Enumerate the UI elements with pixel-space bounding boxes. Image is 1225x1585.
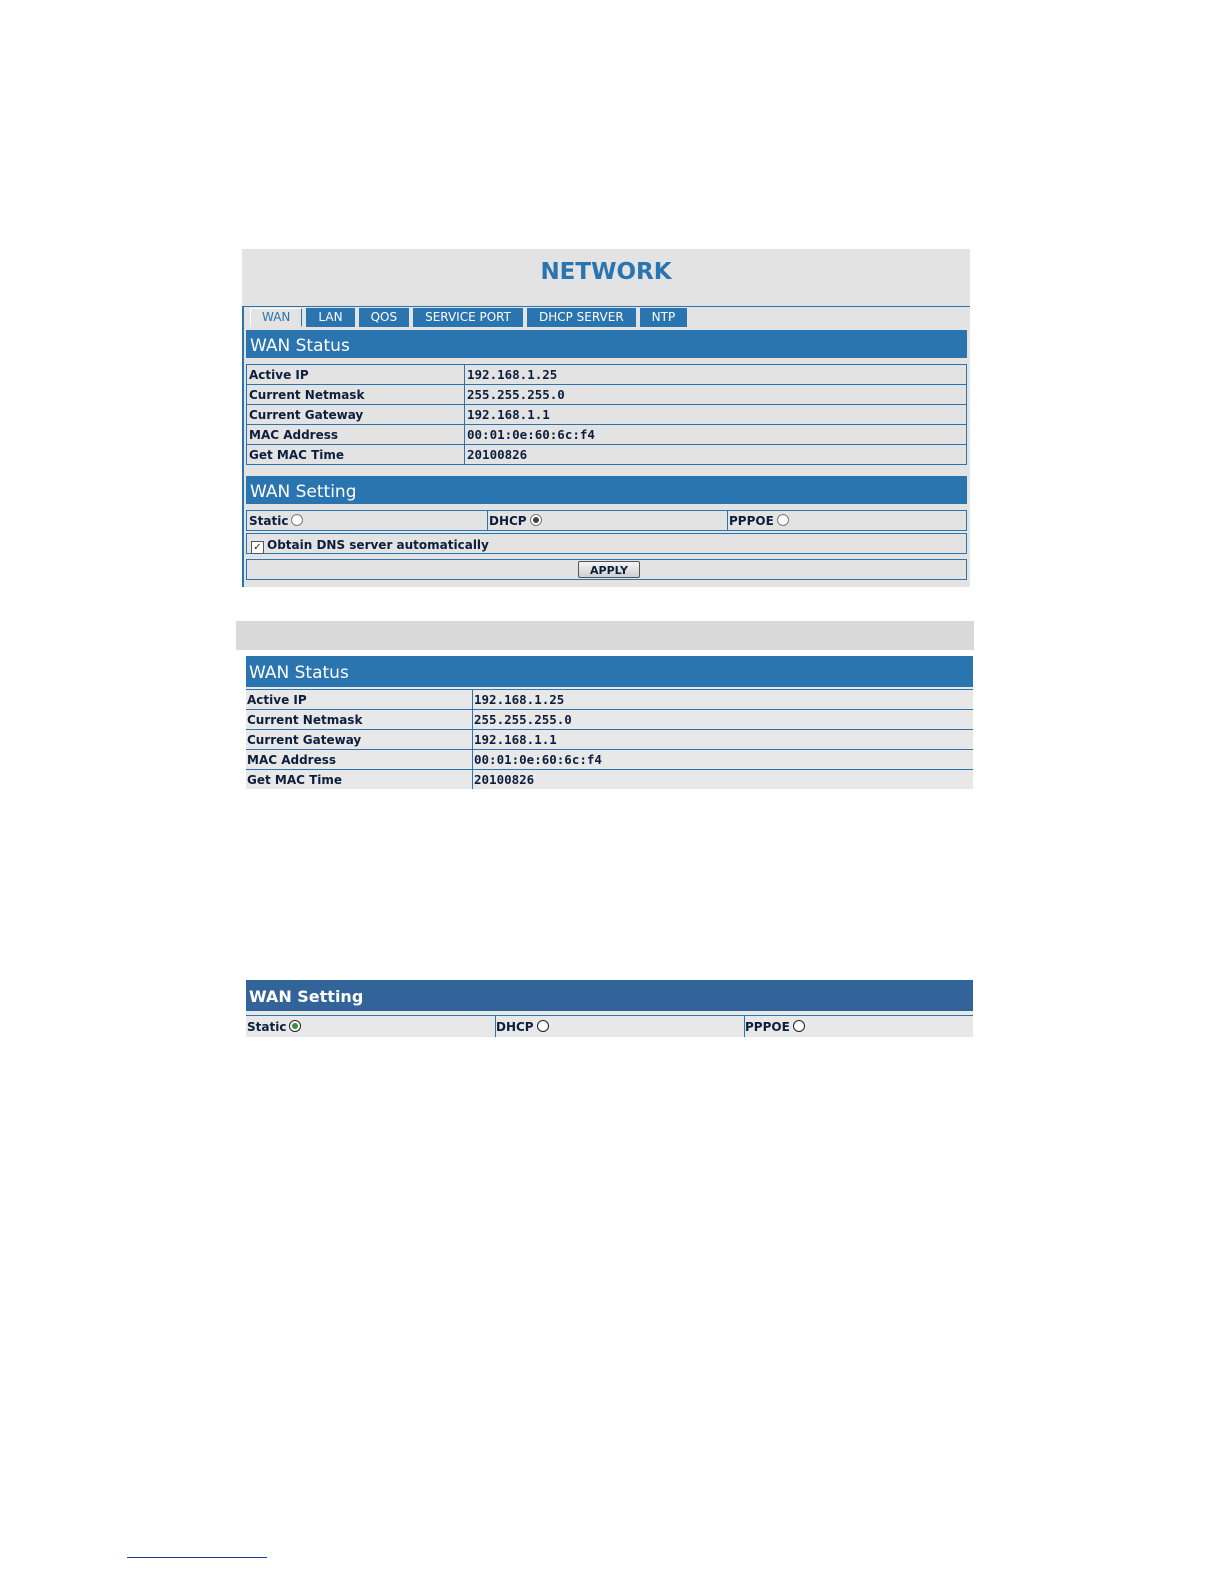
- row-label: Get MAC Time: [246, 770, 473, 790]
- row-value: 20100826: [465, 445, 967, 465]
- wan-status-table-2: [246, 689, 973, 789]
- panel-left-border: [242, 306, 244, 587]
- row-value: 192.168.1.25: [465, 365, 967, 385]
- static-option: [247, 511, 488, 530]
- row-value: 20100826: [473, 770, 974, 790]
- tab-lan[interactable]: LAN: [306, 308, 354, 327]
- tab-bar: [250, 308, 687, 326]
- page-title: NETWORK: [540, 259, 672, 285]
- row-value: 192.168.1.25: [473, 690, 974, 710]
- static-radio-2[interactable]: [289, 1020, 301, 1032]
- tab-wan[interactable]: WAN: [250, 308, 302, 327]
- table-row: [246, 690, 973, 710]
- row-value: 192.168.1.1: [465, 405, 967, 425]
- dns-row: [246, 533, 967, 554]
- table-row: [247, 445, 967, 465]
- dhcp-radio-2[interactable]: [537, 1020, 549, 1032]
- row-value: 00:01:0e:60:6c:f4: [473, 750, 974, 770]
- dhcp-radio[interactable]: [530, 514, 542, 526]
- table-row: [247, 425, 967, 445]
- tab-underline: [242, 306, 970, 307]
- wan-status-excerpt: [246, 656, 973, 789]
- tab-ntp[interactable]: NTP: [640, 308, 688, 327]
- row-label: Current Netmask: [246, 710, 473, 730]
- row-value: 192.168.1.1: [473, 730, 974, 750]
- table-row: [246, 730, 973, 750]
- pppoe-option-2: [744, 1016, 973, 1037]
- wan-setting-heading-2: WAN Setting: [246, 980, 973, 1011]
- dhcp-label: DHCP: [489, 514, 527, 528]
- wan-mode-row-2: [246, 1015, 973, 1037]
- row-label: Current Netmask: [247, 385, 465, 405]
- row-label: Get MAC Time: [247, 445, 465, 465]
- static-option-2: [246, 1016, 496, 1037]
- static-radio[interactable]: [291, 514, 303, 526]
- table-row: [247, 385, 967, 405]
- dhcp-label-2: DHCP: [496, 1020, 534, 1034]
- tab-service-port[interactable]: SERVICE PORT: [413, 308, 523, 327]
- dns-checkbox[interactable]: ✓: [251, 541, 264, 554]
- wan-mode-row: [246, 510, 967, 531]
- gray-strip: [236, 621, 974, 650]
- row-label: Current Gateway: [247, 405, 465, 425]
- tab-dhcp-server[interactable]: DHCP SERVER: [527, 308, 636, 327]
- table-row: [246, 770, 973, 790]
- row-value: 255.255.255.0: [465, 385, 967, 405]
- static-label-2: Static: [247, 1020, 287, 1034]
- row-label: MAC Address: [246, 750, 473, 770]
- row-label: Active IP: [246, 690, 473, 710]
- wan-setting-excerpt: [246, 980, 973, 1037]
- table-row: [247, 365, 967, 385]
- row-value: 00:01:0e:60:6c:f4: [465, 425, 967, 445]
- wan-status-heading-2: WAN Status: [246, 656, 973, 687]
- apply-row: [246, 559, 967, 580]
- table-row: [246, 750, 973, 770]
- pppoe-label-2: PPPOE: [745, 1020, 790, 1034]
- table-row: [246, 710, 973, 730]
- table-row: [247, 405, 967, 425]
- pppoe-radio[interactable]: [777, 514, 789, 526]
- footnote-rule: [127, 1557, 267, 1558]
- dhcp-option-2: [495, 1016, 745, 1037]
- row-label: Active IP: [247, 365, 465, 385]
- pppoe-label: PPPOE: [729, 514, 774, 528]
- apply-button[interactable]: APPLY: [578, 561, 640, 578]
- row-value: 255.255.255.0: [473, 710, 974, 730]
- pppoe-radio-2[interactable]: [793, 1020, 805, 1032]
- wan-setting-heading: WAN Setting: [246, 476, 967, 504]
- static-label: Static: [249, 514, 289, 528]
- row-label: MAC Address: [247, 425, 465, 445]
- dns-label: Obtain DNS server automatically: [267, 538, 489, 552]
- pppoe-option: [727, 511, 965, 530]
- row-label: Current Gateway: [246, 730, 473, 750]
- wan-status-table: [246, 364, 967, 465]
- tab-qos[interactable]: QOS: [359, 308, 410, 327]
- dhcp-option: [487, 511, 728, 530]
- wan-status-heading: WAN Status: [246, 330, 967, 358]
